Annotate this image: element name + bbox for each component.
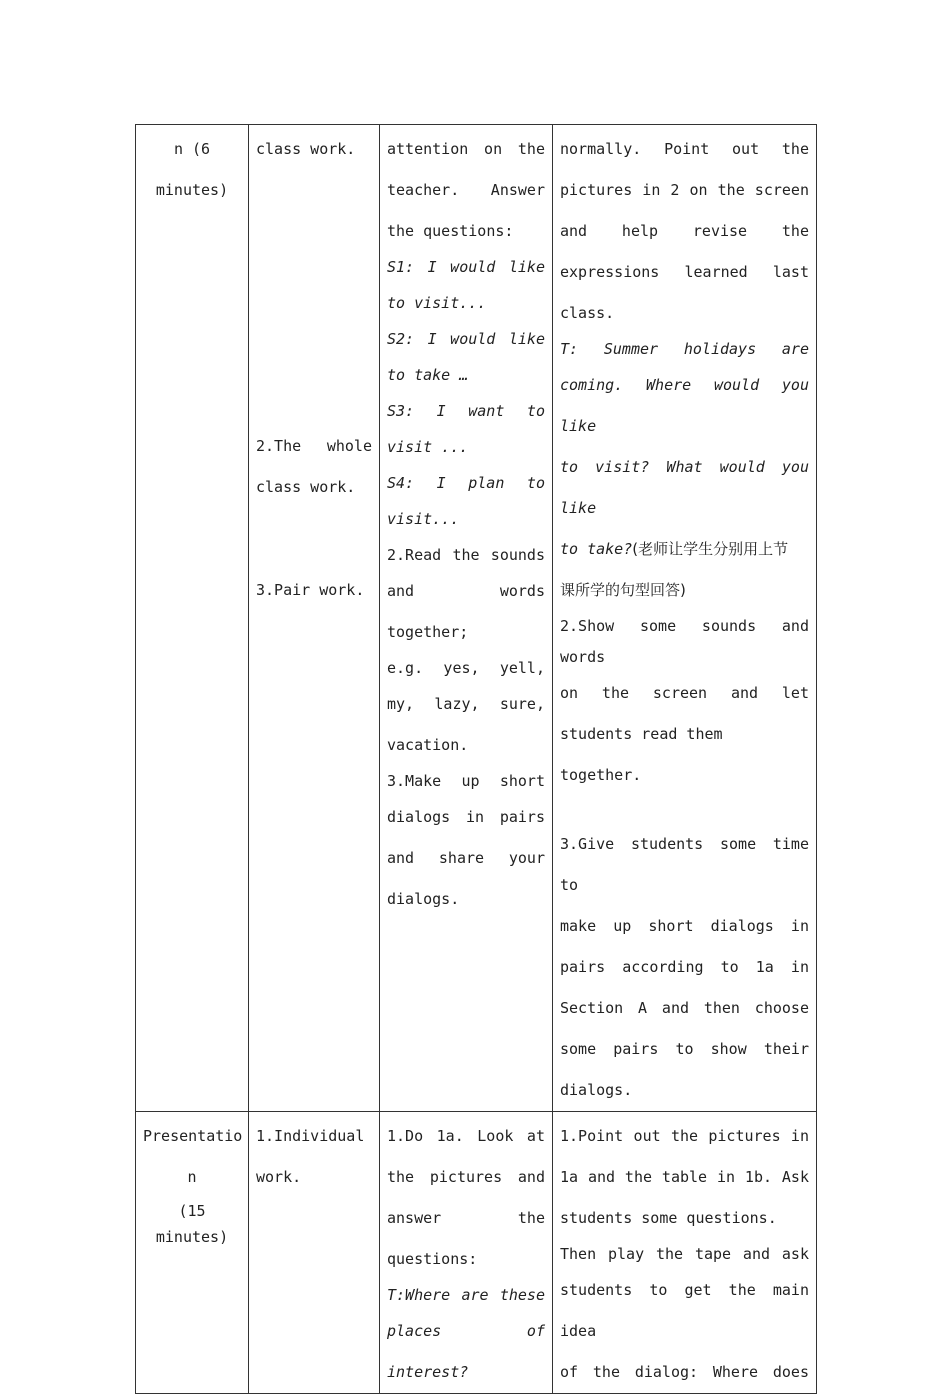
organization-text: work.	[256, 1168, 302, 1186]
organization-cell	[249, 1112, 380, 1394]
student-text: attention on the	[387, 140, 545, 158]
stage-cell	[136, 1112, 249, 1394]
teacher-example: T: Summer holidays are	[560, 340, 809, 358]
teacher-text: pairs according to 1a in	[560, 958, 809, 976]
student-text: vacation.	[387, 736, 469, 754]
student-text: 2.Read the sounds	[387, 546, 545, 564]
organization-text: class work.	[256, 478, 356, 496]
teacher-text: normally. Point out the	[560, 140, 809, 158]
stage-text: Presentatio	[143, 1127, 243, 1145]
teacher-text: on the screen and let	[560, 684, 809, 702]
teacher-text: Section A and then choose	[560, 999, 809, 1017]
student-example: T:Where are these	[387, 1286, 545, 1304]
teacher-text: students to get the main idea	[560, 1281, 809, 1340]
student-text: dialogs.	[387, 890, 460, 908]
student-example: S3: I want to	[387, 402, 545, 420]
student-text: my, lazy, sure,	[387, 695, 545, 713]
student-text: and words	[387, 582, 545, 600]
student-text: e.g. yes, yell,	[387, 659, 545, 677]
organization-cell	[249, 125, 380, 1112]
lesson-plan-table	[135, 124, 817, 1394]
student-activity-cell	[380, 1112, 553, 1394]
table-row	[136, 1112, 817, 1394]
teacher-activity-cell	[553, 1112, 817, 1394]
student-example: visit ...	[387, 438, 469, 456]
teacher-text: class.	[560, 304, 615, 322]
student-activity-cell	[380, 125, 553, 1112]
student-example: S4: I plan to	[387, 474, 545, 492]
student-text: answer the	[387, 1209, 545, 1227]
teacher-text: of the dialog: Where does	[560, 1363, 809, 1381]
student-example: S1: I would like	[387, 258, 545, 276]
stage-text: n (6	[173, 140, 211, 158]
teacher-text: students read them together.	[560, 725, 723, 784]
teacher-text: 1a and the table in 1b. Ask	[560, 1168, 809, 1186]
student-text: the questions:	[387, 222, 514, 240]
student-text: teacher. Answer	[387, 181, 545, 199]
teacher-text: dialogs.	[560, 1081, 633, 1099]
student-example: places of	[387, 1322, 545, 1340]
teacher-example: coming. Where would you like	[560, 376, 809, 435]
stage-text: n	[187, 1168, 197, 1186]
teacher-text: some pairs to show their	[560, 1040, 809, 1058]
table-row	[136, 125, 817, 1112]
student-text: together;	[387, 623, 469, 641]
teacher-text: 2.Show some sounds and words	[560, 617, 809, 666]
student-example: visit...	[387, 510, 460, 528]
teacher-activity-cell	[553, 125, 817, 1112]
teacher-text: and help revise the	[560, 222, 809, 240]
teacher-text: make up short dialogs in	[560, 917, 809, 935]
teacher-text: 3.Give students some time to	[560, 835, 809, 894]
student-text: the pictures and	[387, 1168, 545, 1186]
organization-text: 3.Pair work.	[256, 581, 365, 599]
organization-text: 1.Individual	[256, 1127, 365, 1145]
teacher-text: 1.Point out the pictures in	[560, 1127, 809, 1145]
teacher-text: Then play the tape and ask	[560, 1245, 809, 1263]
student-example: to take …	[387, 366, 469, 384]
student-example: interest?	[387, 1363, 469, 1381]
teacher-example	[560, 529, 809, 570]
teacher-text: expressions learned last	[560, 263, 809, 281]
stage-cell	[136, 125, 249, 1112]
student-example: S2: I would like	[387, 330, 545, 348]
teacher-note-chinese: 课所学的句型回答)	[560, 581, 686, 599]
stage-text: minutes)	[155, 181, 229, 199]
organization-text: 2.The whole	[256, 437, 372, 455]
organization-text: class work.	[256, 140, 356, 158]
student-text: dialogs in pairs	[387, 808, 545, 826]
student-text: 1.Do 1a. Look at	[387, 1127, 545, 1145]
student-text: and share your	[387, 849, 545, 867]
student-text: questions:	[387, 1250, 478, 1268]
teacher-note-chinese: (老师让学生分别用上节	[632, 540, 789, 558]
teacher-example: to visit? What would you like	[560, 458, 809, 517]
teacher-text: students some questions.	[560, 1209, 777, 1227]
teacher-text: pictures in 2 on the screen	[560, 181, 809, 199]
teacher-example-question: to take?	[560, 540, 633, 558]
student-example: to visit...	[387, 294, 487, 312]
stage-text: (15 minutes)	[155, 1202, 229, 1246]
student-text: 3.Make up short	[387, 772, 545, 790]
spacer	[560, 796, 809, 824]
